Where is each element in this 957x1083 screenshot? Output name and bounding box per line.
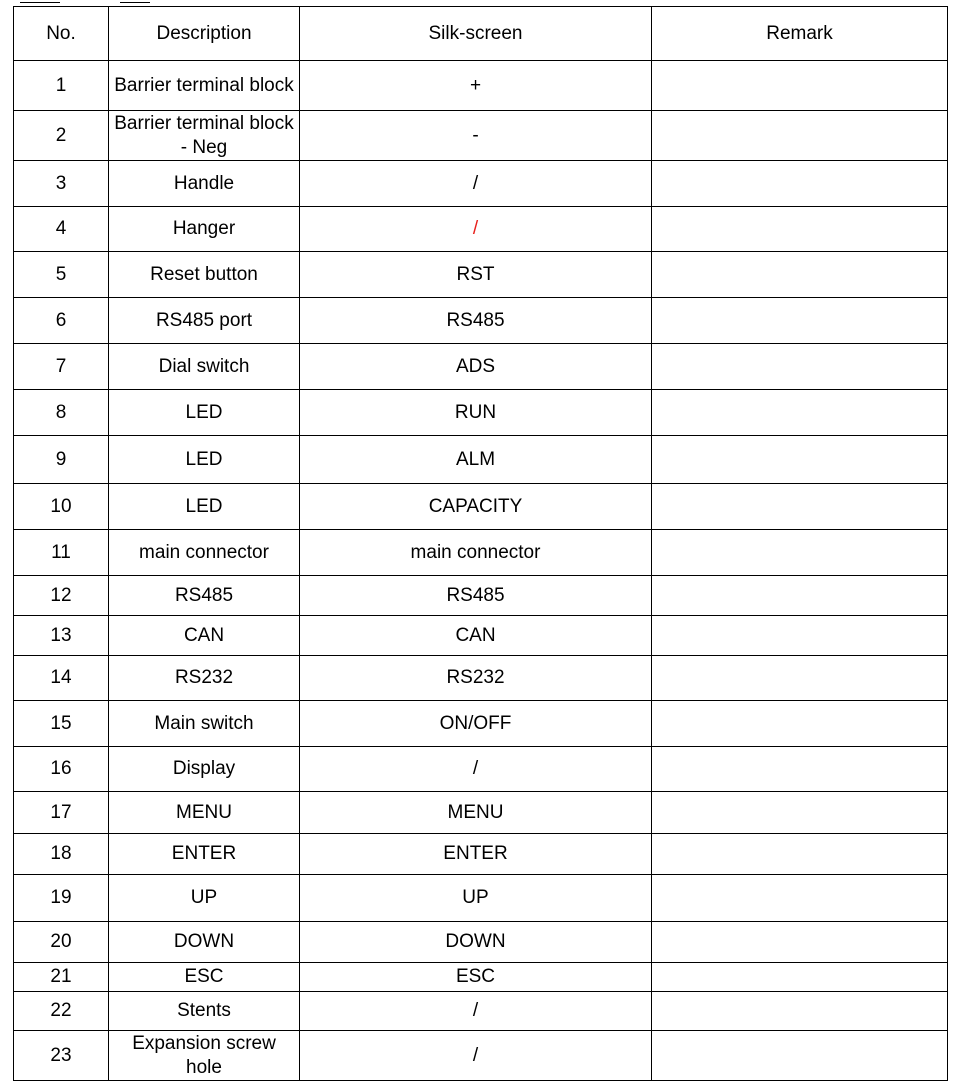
row-no-cell: 20: [14, 922, 109, 963]
row-description-cell: Hanger: [109, 207, 300, 252]
row-remark-cell: [652, 656, 948, 701]
row-description-cell: Handle: [109, 161, 300, 207]
row-description-cell: ENTER: [109, 834, 300, 875]
table-row: [14, 390, 948, 436]
row-silk-screen-cell: +: [300, 61, 652, 111]
table-row: [14, 922, 948, 963]
row-remark-cell: [652, 390, 948, 436]
row-silk-screen-cell: main connector: [300, 530, 652, 576]
row-no-cell: 5: [14, 252, 109, 298]
row-remark-cell: [652, 963, 948, 992]
table-row: [14, 792, 948, 834]
row-silk-screen-cell: CAPACITY: [300, 484, 652, 530]
row-remark-cell: [652, 576, 948, 616]
table-row: [14, 576, 948, 616]
row-remark-cell: [652, 834, 948, 875]
header-remark: Remark: [652, 7, 948, 61]
row-description-cell: RS485 port: [109, 298, 300, 344]
row-silk-screen-cell: /: [300, 161, 652, 207]
row-silk-screen-cell: /: [300, 992, 652, 1031]
row-silk-screen-cell: /: [300, 207, 652, 252]
row-remark-cell: [652, 436, 948, 484]
header-description: Description: [109, 7, 300, 61]
row-silk-screen-cell: ESC: [300, 963, 652, 992]
row-no-cell: 17: [14, 792, 109, 834]
row-silk-screen-cell: DOWN: [300, 922, 652, 963]
table-row: [14, 344, 948, 390]
table-row: [14, 834, 948, 875]
row-no-cell: 19: [14, 875, 109, 922]
row-description-cell: Barrier terminal block: [109, 61, 300, 111]
row-silk-screen-cell: ADS: [300, 344, 652, 390]
row-silk-screen-cell: RS232: [300, 656, 652, 701]
row-remark-cell: [652, 207, 948, 252]
row-description-cell: UP: [109, 875, 300, 922]
table-row: [14, 992, 948, 1031]
header-silk-screen: Silk-screen: [300, 7, 652, 61]
row-remark-cell: [652, 298, 948, 344]
table-row: [14, 530, 948, 576]
row-description-cell: Barrier terminal block - Neg: [109, 111, 300, 161]
row-no-cell: 1: [14, 61, 109, 111]
row-description-cell: LED: [109, 484, 300, 530]
row-silk-screen-cell: ENTER: [300, 834, 652, 875]
row-remark-cell: [652, 61, 948, 111]
table-row: [14, 963, 948, 992]
row-remark-cell: [652, 701, 948, 747]
row-remark-cell: [652, 922, 948, 963]
row-silk-screen-cell: ALM: [300, 436, 652, 484]
row-remark-cell: [652, 252, 948, 298]
row-silk-screen-cell: RS485: [300, 576, 652, 616]
row-no-cell: 14: [14, 656, 109, 701]
table-header-row: [14, 7, 948, 61]
row-description-cell: Expansion screw hole: [109, 1031, 300, 1081]
table-row: [14, 111, 948, 161]
table-row: [14, 436, 948, 484]
row-remark-cell: [652, 1031, 948, 1081]
row-no-cell: 4: [14, 207, 109, 252]
table-row: [14, 747, 948, 792]
row-no-cell: 7: [14, 344, 109, 390]
row-description-cell: Dial switch: [109, 344, 300, 390]
row-description-cell: DOWN: [109, 922, 300, 963]
row-no-cell: 13: [14, 616, 109, 656]
row-silk-screen-cell: CAN: [300, 616, 652, 656]
row-no-cell: 10: [14, 484, 109, 530]
table-row: [14, 252, 948, 298]
table-row: [14, 656, 948, 701]
row-silk-screen-cell: RST: [300, 252, 652, 298]
row-no-cell: 9: [14, 436, 109, 484]
table-row: [14, 161, 948, 207]
row-description-cell: Reset button: [109, 252, 300, 298]
row-no-cell: 2: [14, 111, 109, 161]
row-remark-cell: [652, 111, 948, 161]
row-description-cell: RS232: [109, 656, 300, 701]
row-no-cell: 22: [14, 992, 109, 1031]
row-no-cell: 6: [14, 298, 109, 344]
row-silk-screen-cell: RUN: [300, 390, 652, 436]
row-no-cell: 3: [14, 161, 109, 207]
row-silk-screen-cell: RS485: [300, 298, 652, 344]
row-description-cell: RS485: [109, 576, 300, 616]
row-description-cell: Display: [109, 747, 300, 792]
table-row: [14, 61, 948, 111]
row-remark-cell: [652, 875, 948, 922]
row-description-cell: main connector: [109, 530, 300, 576]
row-no-cell: 12: [14, 576, 109, 616]
row-no-cell: 16: [14, 747, 109, 792]
row-silk-screen-cell: /: [300, 747, 652, 792]
row-description-cell: ESC: [109, 963, 300, 992]
row-remark-cell: [652, 530, 948, 576]
row-description-cell: Main switch: [109, 701, 300, 747]
table-row: [14, 298, 948, 344]
table-row: [14, 616, 948, 656]
row-no-cell: 8: [14, 390, 109, 436]
header-no: No.: [14, 7, 109, 61]
silk-screen-table: [13, 6, 948, 1081]
row-description-cell: CAN: [109, 616, 300, 656]
table-row: [14, 1031, 948, 1081]
row-no-cell: 11: [14, 530, 109, 576]
row-description-cell: LED: [109, 390, 300, 436]
row-no-cell: 18: [14, 834, 109, 875]
table-row: [14, 207, 948, 252]
row-remark-cell: [652, 747, 948, 792]
row-silk-screen-cell: UP: [300, 875, 652, 922]
row-silk-screen-cell: ON/OFF: [300, 701, 652, 747]
row-remark-cell: [652, 792, 948, 834]
row-remark-cell: [652, 161, 948, 207]
row-remark-cell: [652, 484, 948, 530]
row-no-cell: 23: [14, 1031, 109, 1081]
row-remark-cell: [652, 992, 948, 1031]
row-no-cell: 21: [14, 963, 109, 992]
table-row: [14, 875, 948, 922]
row-remark-cell: [652, 616, 948, 656]
row-silk-screen-cell: MENU: [300, 792, 652, 834]
row-description-cell: Stents: [109, 992, 300, 1031]
row-silk-screen-cell: -: [300, 111, 652, 161]
table-row: [14, 701, 948, 747]
table-row: [14, 484, 948, 530]
row-no-cell: 15: [14, 701, 109, 747]
row-remark-cell: [652, 344, 948, 390]
row-description-cell: LED: [109, 436, 300, 484]
row-silk-screen-cell: /: [300, 1031, 652, 1081]
row-description-cell: MENU: [109, 792, 300, 834]
